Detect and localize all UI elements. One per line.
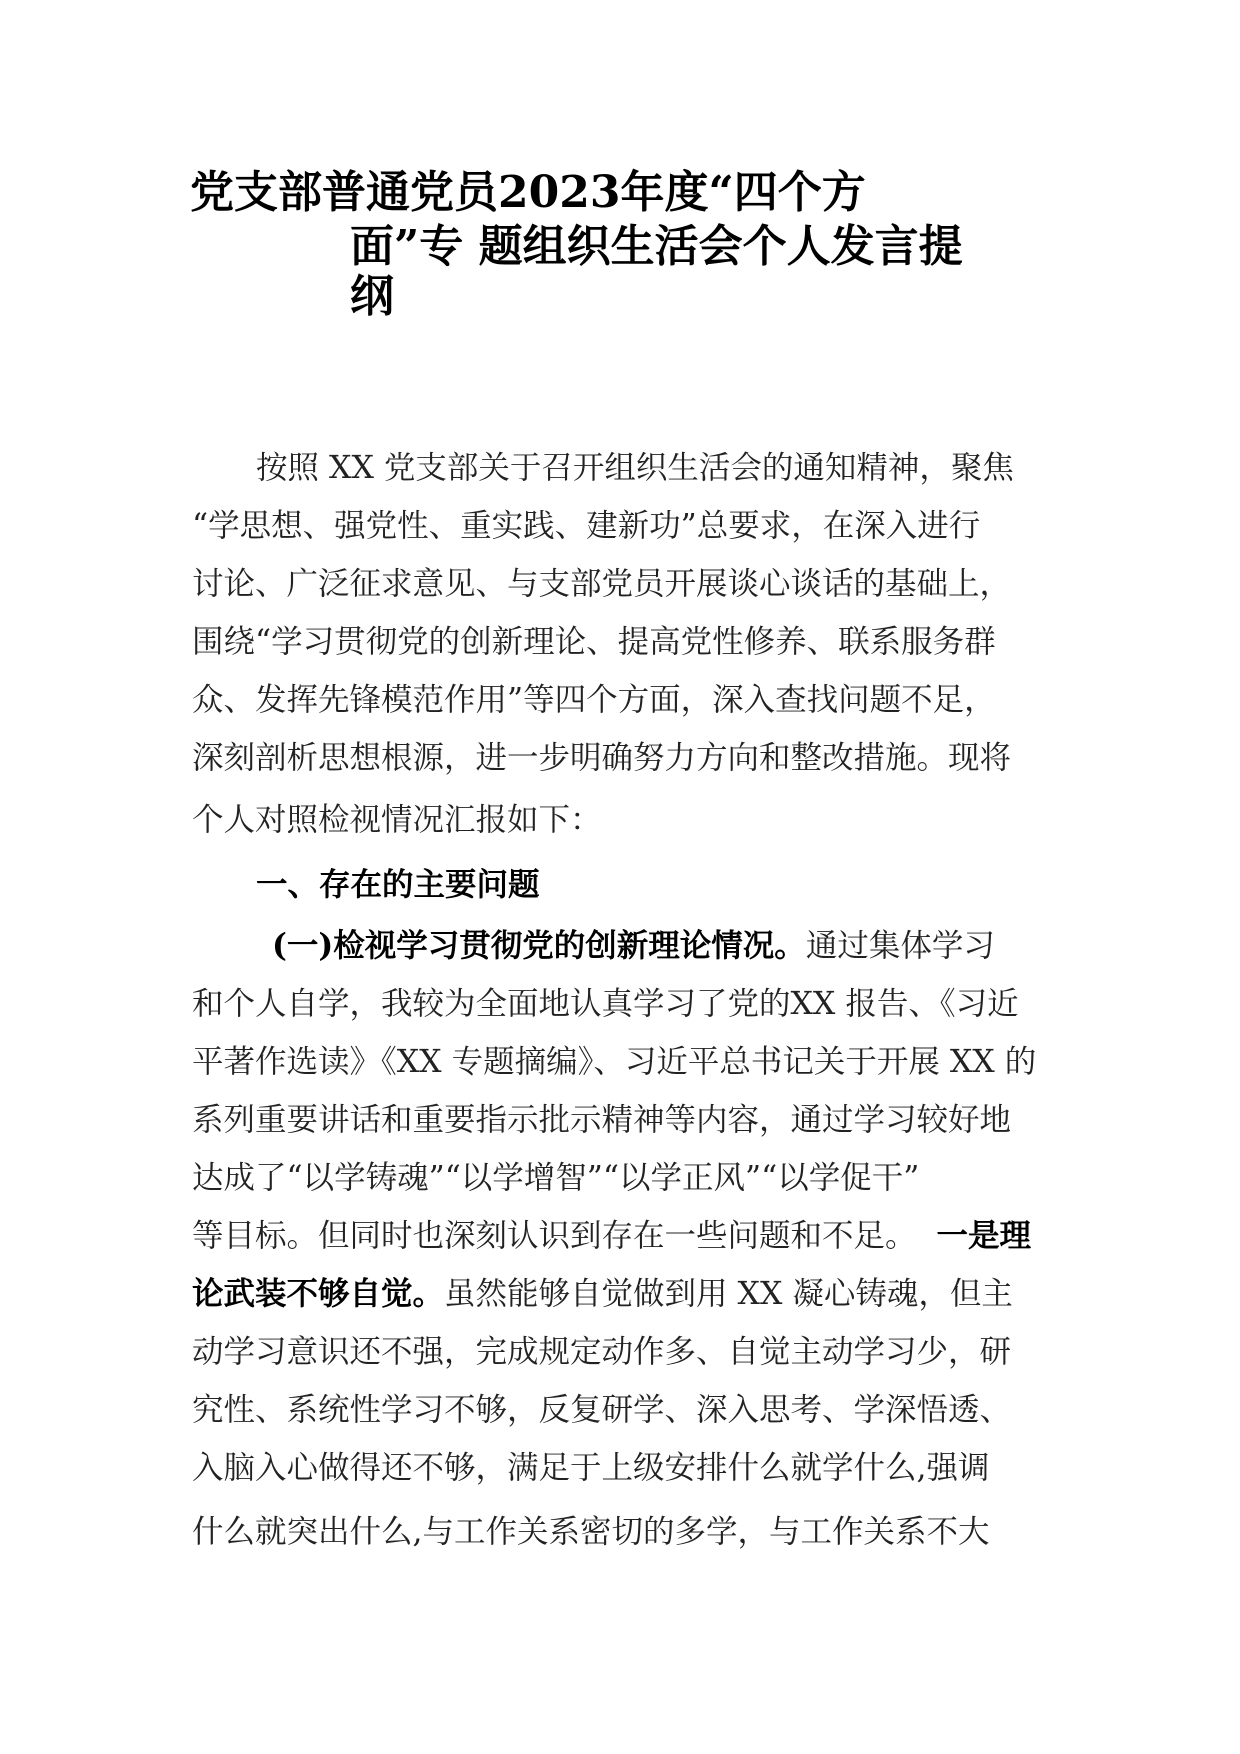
title-line-2: 面”专 题组织生活会个人发言提 [350,221,963,272]
subsection-1-line-10: 入脑入心做得还不够，满足于上级安排什么就学什么,强调 [192,1450,990,1486]
subsection-1-line-7 [192,1274,1013,1314]
subsection-1-line-11: 什么就突出什么,与工作关系密切的多学，与工作关系不大 [192,1514,990,1550]
subsection-1-line-9: 究性、系统性学习不够，反复研学、深入思考、学深悟透、 [192,1392,1012,1428]
subsection-1-line-5: 达成了“以学铸魂”“以学增智”“以学正风”“以学促干” [192,1160,920,1196]
subsection-1-line-2: 和个人自学，我较为全面地认真学习了党的XX 报告、《习近 [192,986,1019,1022]
subsection-1-line-8: 动学习意识还不强，完成规定动作多、自觉主动学习少，研 [192,1334,1012,1370]
subsection-1-heading: (一)检视学习贯彻党的创新理论情况。 [272,927,806,964]
subsection-1-line-6 [192,1216,1031,1256]
subsection-1-line-7-text: 虽然能够自觉做到用 XX 凝心铸魂，但主 [444,1276,1013,1312]
intro-line-2: “学思想、强党性、重实践、建新功”总要求，在深入进行 [192,508,981,544]
point-1-heading-a: 一是理 [936,1217,1032,1254]
intro-line-3: 讨论、广泛征求意见、与支部党员开展谈心谈话的基础上， [192,566,1012,602]
subsection-1-line-3: 平著作选读》《XX 专题摘编》、习近平总书记关于开展 XX 的 [192,1044,1037,1080]
subsection-1-line-6-text: 等目标。但同时也深刻认识到存在一些问题和不足。 [192,1218,917,1254]
intro-line-1: 按照 XX 党支部关于召开组织生活会的通知精神，聚焦 [256,450,1014,486]
intro-line-4: 围绕“学习贯彻党的创新理论、提高党性修养、联系服务群 [192,624,996,660]
subsection-1-line-1-text: 通过集体学习 [805,928,995,964]
title-line-1: 党支部普通党员2023年度“四个方 [190,167,866,218]
intro-line-6: 深刻剖析思想根源，进一步明确努力方向和整改措施。现将 [192,740,1012,776]
section-heading-1: 一、存在的主要问题 [256,866,540,903]
subsection-1-line-1 [272,926,995,966]
point-1-heading-b: 论武装不够自觉。 [192,1275,445,1312]
subsection-1-line-4: 系列重要讲话和重要指示批示精神等内容，通过学习较好地 [192,1102,1012,1138]
intro-line-5: 众、发挥先锋模范作用”等四个方面，深入查找问题不足， [192,682,996,718]
title-line-3: 纲 [350,271,394,322]
intro-line-7: 个人对照检视情况汇报如下： [192,802,602,838]
